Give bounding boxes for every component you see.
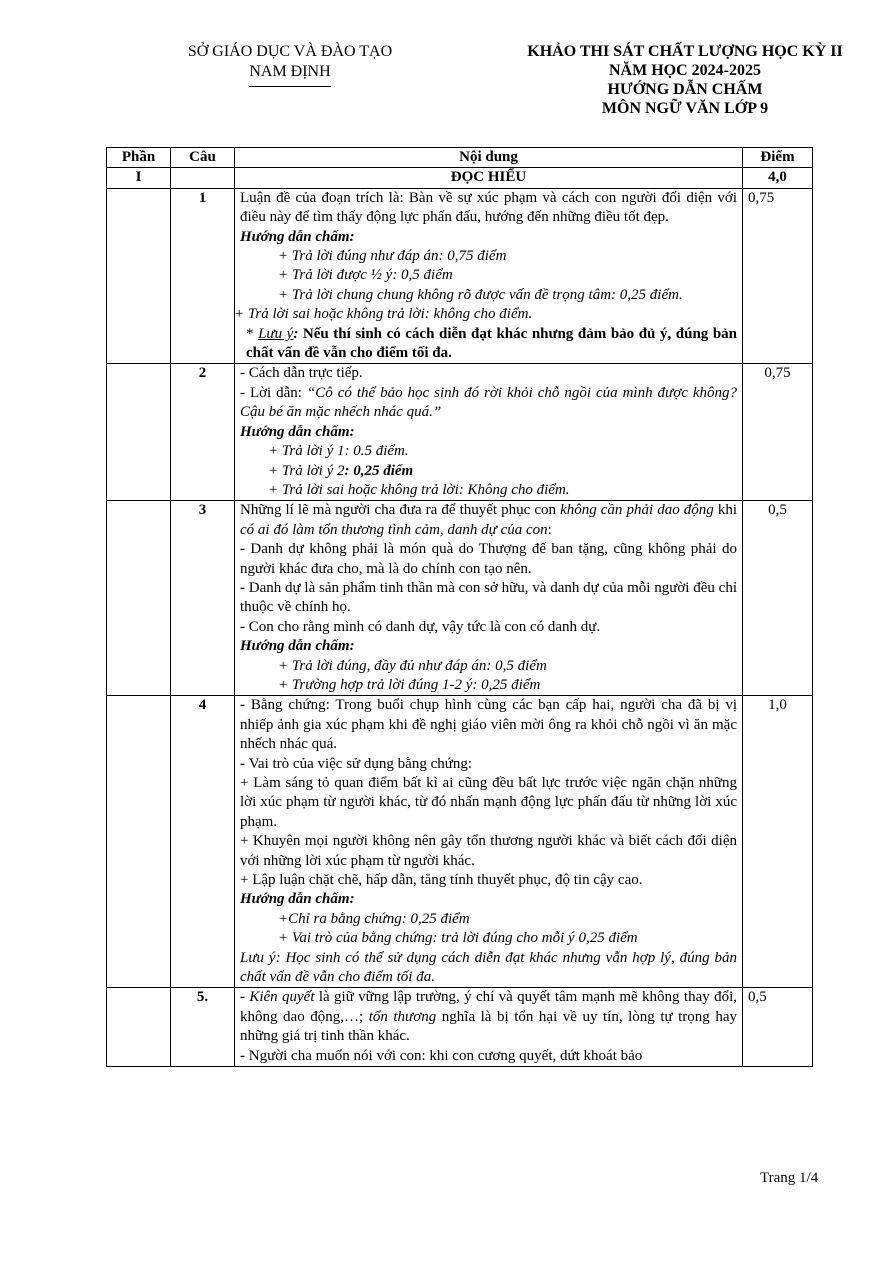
table-row — [107, 364, 813, 501]
question-points: 0,5 — [743, 501, 813, 696]
note-label: Lưu ý — [258, 325, 294, 342]
answer-point: - Vai trò của việc sử dụng bằng chứng: — [240, 755, 473, 772]
page-number: Trang 1/4 — [760, 1170, 819, 1186]
question-points: 0,5 — [743, 988, 813, 1067]
note: * Lưu ý: Nếu thí sinh có cách diễn đạt khác nhưng đảm bảo đủ ý, đúng bản chất vấn đề vẫn cho điểm tối đa. — [246, 325, 738, 362]
question-points: 0,75 — [743, 364, 813, 501]
question-number: 5. — [171, 988, 235, 1067]
exam-header — [490, 42, 880, 118]
guide-label: Hướng dẫn chấm — [240, 423, 350, 440]
guide-item: + Trả lời được ½ ý: 0,5 điểm — [278, 267, 453, 284]
answer-point: - Người cha muốn nói với con: khi con cương quyết, dứt khoát bảo — [240, 1047, 643, 1064]
note: Lưu ý: Học sinh có thể sử dụng cách diễn đạt khác nhưng vẫn hợp lý, đúng bản chất vấn đề vẫn cho điểm tối đa. — [240, 949, 737, 986]
table-row — [107, 696, 813, 988]
guide-label: Hướng dẫn chấm — [240, 228, 350, 245]
table-row — [107, 988, 813, 1067]
answer-point: - Danh dự là sản phẩm tinh thần mà con sở hữu, và danh dự của mỗi người đều chỉ thuộc về chính họ. — [240, 579, 737, 616]
answer-line: - Cách dẫn trực tiếp. — [240, 365, 363, 382]
question-content: - Bằng chứng: Trong buổi chụp hình cùng các bạn cấp hai, người cha đã bị vị nhiếp ảnh gia xúc phạm khi đề nghị giáo viên mời ông ra khỏi chỗ ngồi vì ăn mặc nhếch nhác quá. - Vai trò của việc sử dụng bằng chứng: + Làm sáng tỏ quan điểm bất kì ai cũng đều bất lực trước việc ngăn chặn những lời xúc phạm từ người khác, từ đó nhấn mạnh động lực phấn đấu từ những lời xúc phạm. + Khuyên mọi người không nên gây tổn thương người khác và biết cách đối diện với những lời xúc phạm từ người khác. + Lập luận chặt chẽ, hấp dẫn, tăng tính thuyết phục, độ tin cậy cao. Hướng dẫn chấm: +Chỉ ra bằng chứng: 0,25 điểm + Vai trò của bằng chứng: trả lời đúng cho mỗi ý 0,25 điểm Lưu ý: Học sinh có thể sử dụng cách diễn đạt khác nhưng vẫn hợp lý, đúng bản chất vấn đề vẫn cho điểm tối đa. — [235, 696, 743, 988]
question-number: 3 — [171, 501, 235, 696]
answer-point: - Bằng chứng: Trong buổi chụp hình cùng các bạn cấp hai, người cha đã bị vị nhiếp ảnh gia xúc phạm khi đề nghị giáo viên mời ông ra khỏi chỗ ngồi vì ăn mặc nhếch nhác quá. — [240, 697, 737, 753]
guide-item: + Trả lời đúng như đáp án: 0,75 điểm — [278, 248, 507, 265]
answer-line: - Lời dẫn: “Cô có thể bảo học sinh đó rời khỏi chỗ ngồi của mình được không? Cậu bé ăn mặc nhếch nhác quá.” — [240, 384, 737, 421]
answer-point: + Lập luận chặt chẽ, hấp dẫn, tăng tính thuyết phục, độ tin cậy cao. — [240, 872, 643, 889]
question-content: - Cách dẫn trực tiếp. - Lời dẫn: “Cô có thể bảo học sinh đó rời khỏi chỗ ngồi của mình được không? Cậu bé ăn mặc nhếch nhác quá.” Hướng dẫn chấm: + Trả lời ý 1: 0.5 điểm. + Trả lời ý 2: 0,25 điểm + Trả lời sai hoặc không trả lời: Không cho điểm. — [235, 364, 743, 501]
note-text: Nếu thí sinh có cách diễn đạt khác nhưng đảm bảo đủ ý, đúng bản chất vấn đề vẫn cho điểm tối đa. — [246, 325, 738, 362]
school-year: NĂM HỌC 2024-2025 — [609, 62, 761, 79]
table-row — [107, 188, 813, 364]
answer-point: - Kiên quyết là giữ vững lập trường, ý chí và quyết tâm mạnh mẽ không thay đổi, không dao động,…; tổn thương nghĩa là bị tổn hại về uy tín, lòng tự trọng hay những giá trị tinh thần khác. — [240, 989, 737, 1045]
section-points: 4,0 — [743, 168, 813, 188]
question-points: 0,75 — [743, 188, 813, 364]
answer-point: - Con cho rằng mình có danh dự, vậy tức là con có danh dự. — [240, 618, 601, 635]
question-content: Những lí lẽ mà người cha đưa ra để thuyết phục con không cần phải dao động khi có ai đó làm tổn thương tình cảm, danh dự của con: - Danh dự không phải là món quà do Thượng đế ban tặng, cũng không phải do người khác đưa cho, mà là do chính con tạo nên. - Danh dự là sản phẩm tinh thần mà con sở hữu, và danh dự của mỗi người đều chỉ thuộc về chính họ. - Con cho rằng mình có danh dự, vậy tức là con có danh dự. Hướng dẫn chấm: + Trả lời đúng, đầy đủ như đáp án: 0,5 điểm + Trường hợp trả lời đúng 1-2 ý: 0,25 điểm — [235, 501, 743, 696]
guide-label: Hướng dẫn chấm — [240, 638, 350, 655]
col-header-diem: Điểm — [743, 148, 813, 168]
answer-point: + Khuyên mọi người không nên gây tổn thương người khác và biết cách đối diện với những lời xúc phạm từ người khác. — [240, 833, 737, 869]
answer-point: + Làm sáng tỏ quan điểm bất kì ai cũng đều bất lực trước việc ngăn chặn những lời xúc phạm từ người khác, từ đó nhấn mạnh động lực phấn đấu từ những lời xúc phạm. — [240, 775, 737, 830]
col-header-phan: Phần — [107, 148, 171, 168]
section-number: I — [107, 168, 171, 188]
question-content: Luận đề của đoạn trích là: Bàn về sự xúc phạm và cách con người đối diện với điều này để tìm thấy động lực phấn đấu, hướng đến những điều tốt đẹp. Hướng dẫn chấm: + Trả lời đúng như đáp án: 0,75 điểm + Trả lời được ½ ý: 0,5 điểm + Trả lời chung chung không rõ được vấn đề trọng tâm: 0,25 điểm. + Trả lời sai hoặc không trả lời: không cho điểm. * Lưu ý: Nếu thí sinh có cách diễn đạt khác nhưng đảm bảo đủ ý, đúng bản chất vấn đề vẫn cho điểm tối đa. — [235, 188, 743, 364]
question-number: 1 — [171, 188, 235, 364]
guide-item: + Trả lời chung chung không rõ được vấn đề trọng tâm: 0,25 điểm. — [278, 286, 683, 303]
answer-point: - Danh dự không phải là món quà do Thượng đế ban tặng, cũng không phải do người khác đưa cho, mà là do chính con tạo nên. — [240, 541, 737, 577]
col-header-noi-dung: Nội dung — [235, 148, 743, 168]
guide-item: + Vai trò của bằng chứng: trả lời đúng cho mỗi ý 0,25 điểm — [278, 930, 638, 947]
guide-item: + Trả lời sai hoặc không trả lời: Không cho điểm. — [268, 481, 570, 498]
guide-item: +Chỉ ra bằng chứng: 0,25 điểm — [278, 910, 470, 927]
subject: MÔN NGỮ VĂN LỚP 9 — [601, 100, 769, 117]
exam-title: KHẢO THI SÁT CHẤT LƯỢNG HỌC KỲ II — [527, 43, 843, 60]
question-content — [235, 988, 743, 1067]
section-row — [107, 168, 813, 188]
issuer-province: NAM ĐỊNH — [249, 62, 330, 87]
question-points: 1,0 — [743, 696, 813, 988]
answer-intro: Những lí lẽ mà người cha đưa ra để thuyết phục con không cần phải dao động khi có ai đó làm tổn thương tình cảm, danh dự của con: — [240, 502, 738, 538]
guide-item: + Trả lời ý 2: 0,25 điểm — [268, 462, 414, 479]
answer-text: Luận đề của đoạn trích là: Bàn về sự xúc phạm và cách con người đối diện với điều này để tìm thấy động lực phấn đấu, hướng đến những điều tốt đẹp. — [240, 189, 737, 226]
table-row — [107, 501, 813, 696]
guide-label: Hướng dẫn chấm — [240, 891, 350, 908]
guide-item: + Trả lời sai hoặc không trả lời: không cho điểm. — [234, 306, 533, 323]
section-title: ĐỌC HIỂU — [235, 168, 743, 188]
issuer-header — [160, 42, 420, 87]
quoted-speech: “Cô có thể bảo học sinh đó rời khỏi chỗ ngồi của mình được không? Cậu bé ăn mặc nhếch nhác quá.” — [240, 384, 737, 421]
doc-type: HƯỚNG DẪN CHẤM — [607, 81, 763, 98]
guide-item: + Trường hợp trả lời đúng 1-2 ý: 0,25 điểm — [278, 676, 541, 693]
question-number: 2 — [171, 364, 235, 501]
question-number: 4 — [171, 696, 235, 988]
issuer-department: SỞ GIÁO DỤC VÀ ĐÀO TẠO — [187, 43, 393, 60]
guide-item: + Trả lời đúng, đầy đủ như đáp án: 0,5 điểm — [278, 657, 547, 674]
col-header-cau: Câu — [171, 148, 235, 168]
grading-table — [106, 147, 813, 1067]
guide-item: + Trả lời ý 1: 0.5 điểm. — [268, 443, 409, 460]
table-header-row — [107, 148, 813, 168]
